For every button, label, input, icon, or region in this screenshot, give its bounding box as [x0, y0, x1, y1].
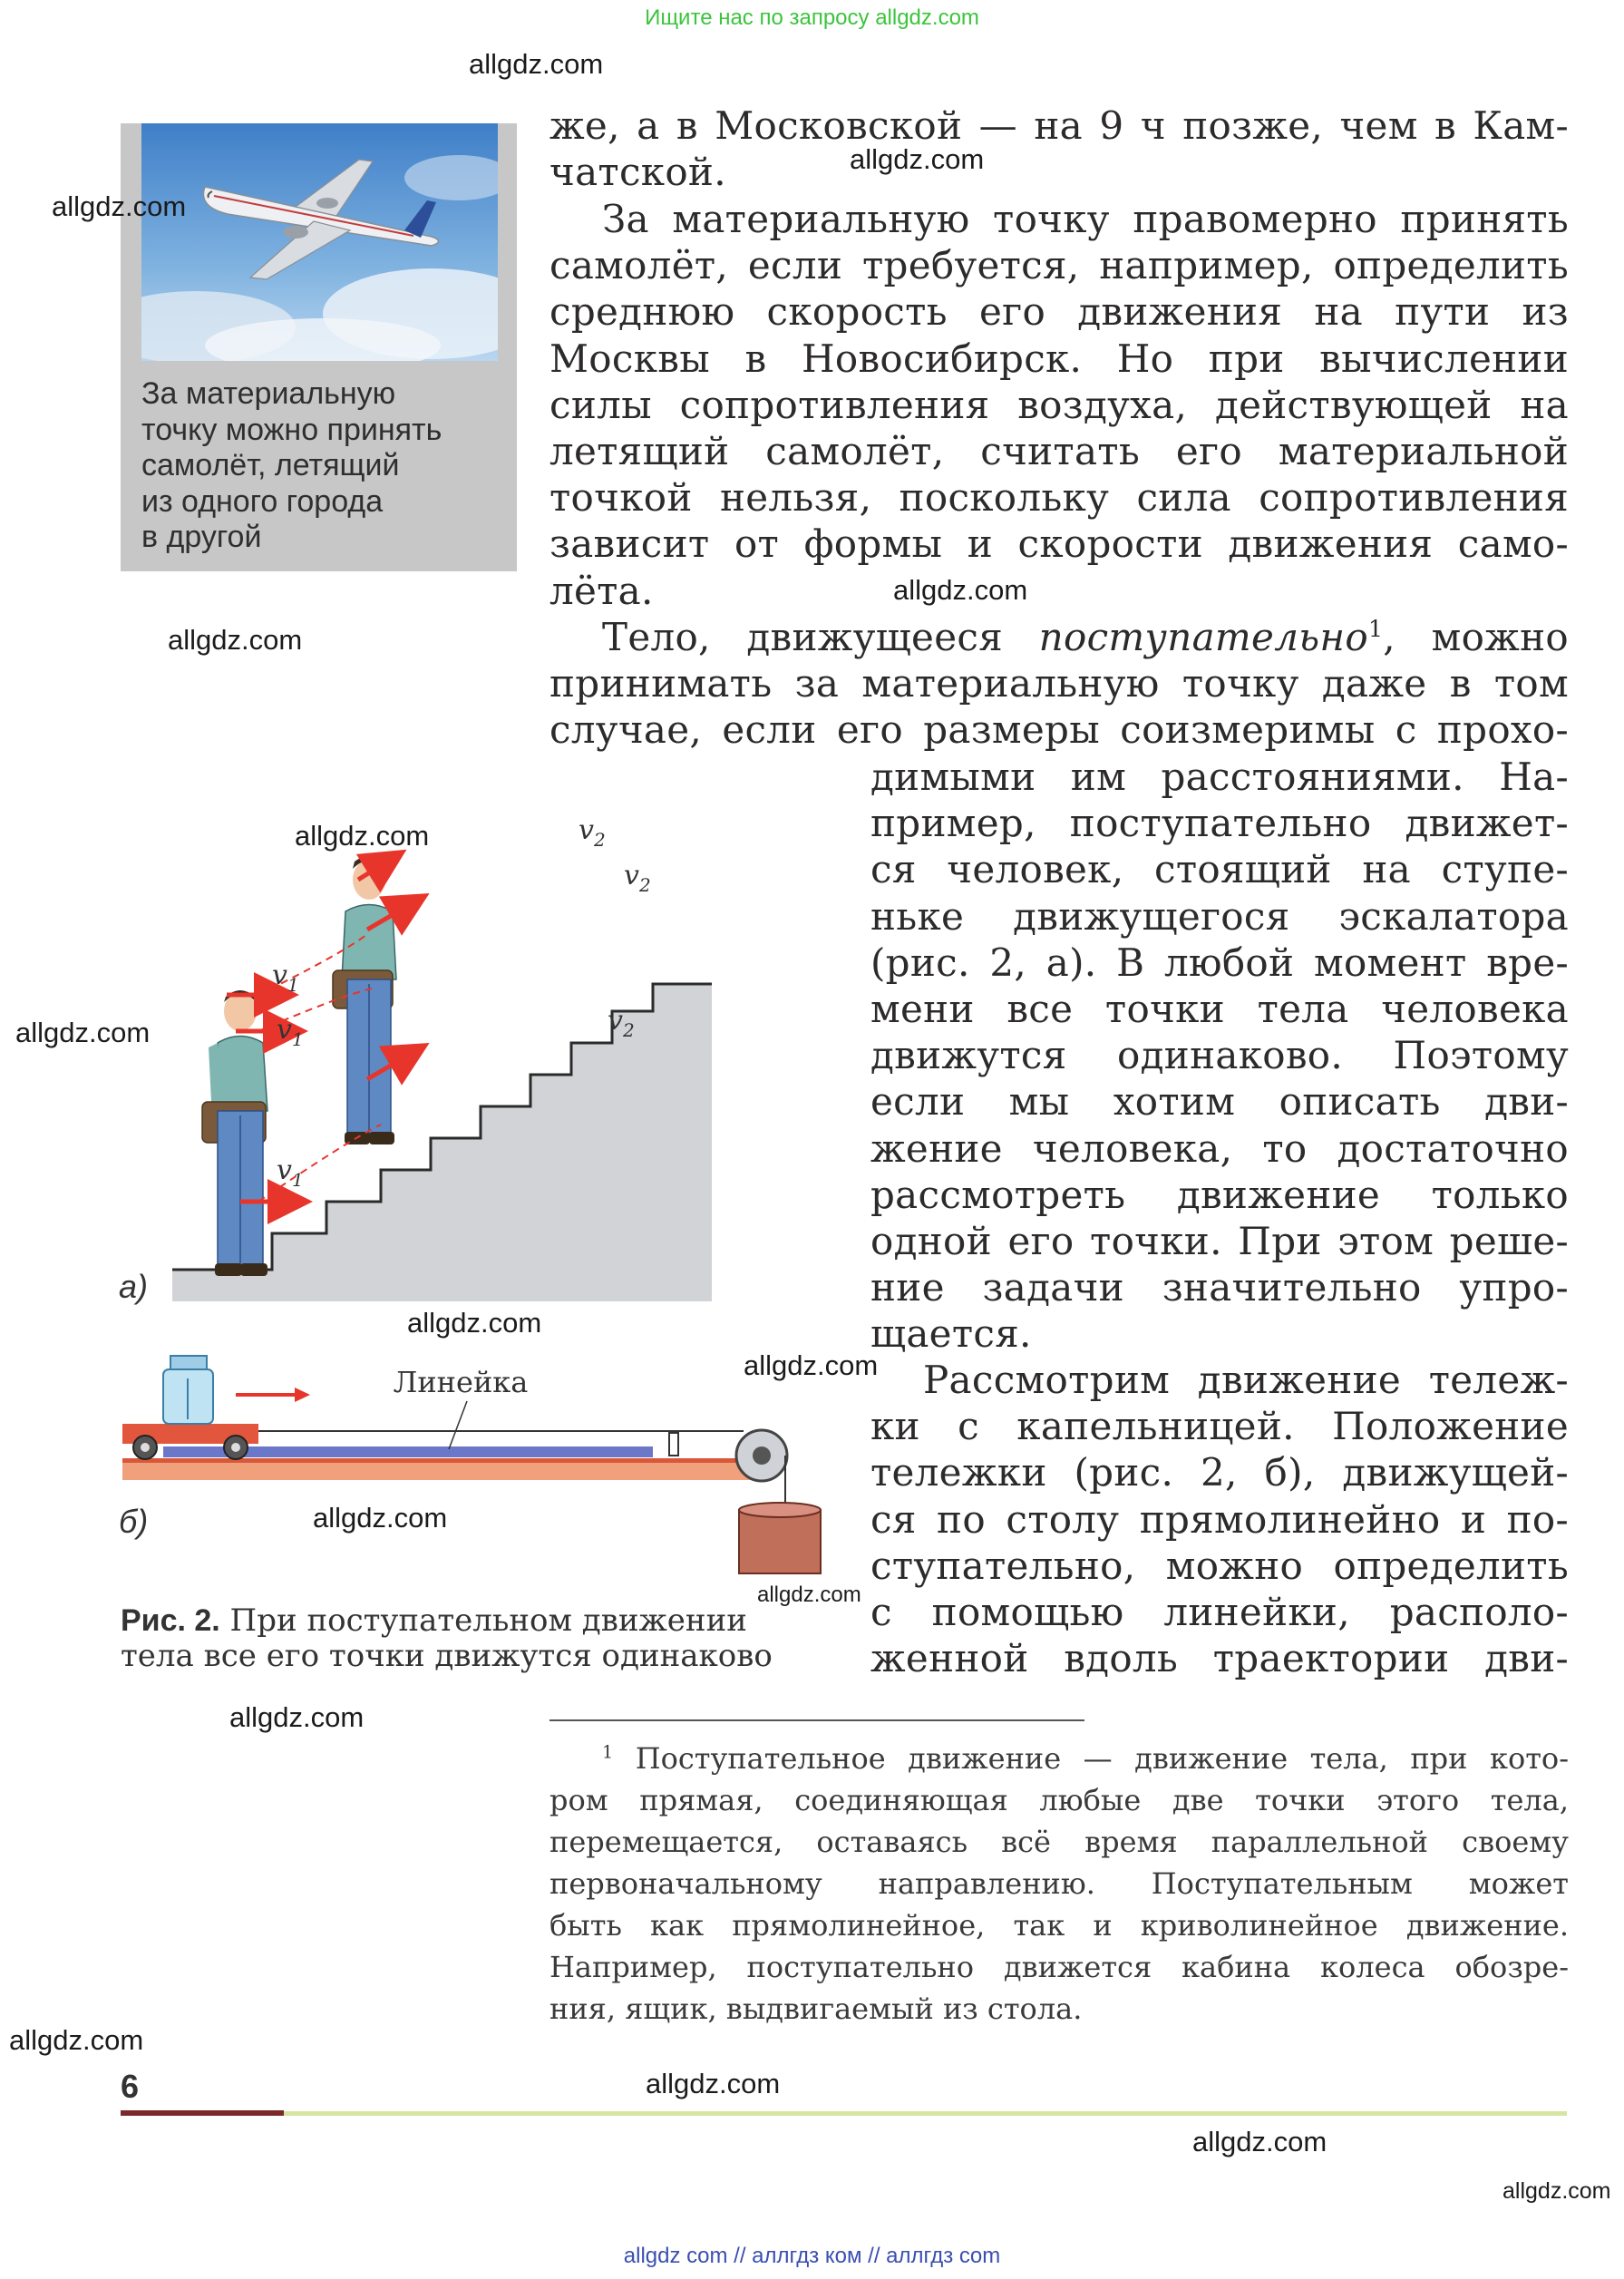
watermark: allgdz.com	[1192, 2126, 1327, 2157]
velocity-label-v2: $v_2$	[624, 860, 651, 896]
ruler-label: Линейка	[393, 1365, 529, 1399]
person-icon	[333, 856, 396, 1144]
watermark: allgdz.com	[1502, 2178, 1611, 2204]
watermark: allgdz.com	[15, 1017, 151, 1048]
bottom-banner[interactable]: allgdz com // аллгдз ком // аллгдз com	[623, 2244, 1001, 2268]
watermark: allgdz.com	[52, 190, 187, 222]
paragraph-translational-narrow: димыми им расстояниями. На- пример, поступательно движет- ся человек, стоящий на ступе- ньке движущегося эскалатора (рис. 2, а). В любой момент вре- мени все точки тела человека движутся одинаково. Поэтому если мы хотим описать дви- жение человека, то достаточно рассмотреть движение только одной его точки. При этом реше- ние задачи значительно упро- щается.	[870, 755, 1569, 1357]
weight-icon	[739, 1510, 821, 1573]
footnote-divider	[549, 1719, 1084, 1721]
paragraph-continuation: же, а в Московской — на 9 ч позже, чем в Кам- чатской.	[549, 103, 1569, 195]
footnote: $^1$ Поступательное движение — движение тела, при кото- ром прямая, соединяющая любые две точки этого тела, перемещается, оставаясь всё время параллельной своему первоначальному направлению. Поступательным может быть как прямолинейное, так и криволинейное движение. Например, поступательно движется кабина колеса обозре- ния, ящик, выдвигаемый из стола.	[549, 1741, 1569, 2026]
figure-label-b: б)	[119, 1503, 149, 1540]
watermark: allgdz.com	[744, 1349, 879, 1381]
figure-2a-escalator	[109, 798, 725, 1306]
watermark: allgdz.com	[407, 1307, 542, 1339]
watermark: allgdz.com	[469, 48, 604, 80]
velocity-label-v1: $v_1$	[277, 1154, 304, 1191]
bottom-rule-green	[284, 2111, 1567, 2116]
page-number: 6	[121, 2068, 140, 2105]
photo-caption: За материальную точку можно принять самолёт, летящий из одного города в другой	[141, 376, 442, 554]
velocity-label-v2: $v_2$	[608, 1005, 635, 1041]
watermark: allgdz.com	[295, 820, 430, 852]
watermark: allgdz.com	[850, 143, 985, 175]
airplane-photo	[141, 123, 498, 361]
footnote-marker: 1	[602, 1741, 614, 1763]
figure-caption: Рис. 2. При поступательном движении тела все его точки движутся одинаково	[121, 1602, 773, 1674]
velocity-label-v1: $v_1$	[272, 959, 299, 996]
watermark: allgdz.com	[757, 1583, 861, 1607]
bottom-rule-red	[121, 2110, 284, 2116]
watermark: allgdz.com	[168, 624, 303, 656]
watermark: allgdz.com	[229, 1701, 365, 1733]
watermark: allgdz.com	[646, 2068, 781, 2099]
watermark: allgdz.com	[9, 2024, 144, 2056]
figure-2b-cart	[118, 1342, 825, 1583]
top-banner[interactable]: Ищите нас по запросу allgdz.com	[645, 5, 979, 30]
watermark: allgdz.com	[893, 574, 1028, 606]
cart-icon	[122, 1356, 258, 1459]
watermark: allgdz.com	[313, 1502, 448, 1534]
velocity-label-v2: $v_2$	[579, 814, 606, 851]
figure-label-a: а)	[119, 1268, 149, 1305]
paragraph-material-point: За материальную точку правомерно принять самолёт, если требуется, например, определить среднюю скорость его движения на пути из Москвы в Новосибирск. Но при вычислении силы сопротивления воздуха, действующей на летящий самолёт, считать его материальной точкой нельзя, поскольку сила сопротивления зависит от формы и скорости движения само- лёта.	[549, 197, 1569, 613]
paragraph-translational: Тело, движущееся поступательно$^1$, можно принимать за материальную точку даже в том случае, если его размеры соизмеримы с прохо-	[549, 615, 1569, 753]
paragraph-cart: Рассмотрим движение тележ- ки с капельницей. Положение тележки (рис. 2, б), движущей- ся по столу прямолинейно и по- ступательно, можно определить с помощью линейки, располо- женной вдоль траектории дви-	[870, 1358, 1569, 1681]
footnote-ref: 1	[1367, 616, 1384, 642]
velocity-label-v1: $v_1$	[277, 1014, 304, 1050]
